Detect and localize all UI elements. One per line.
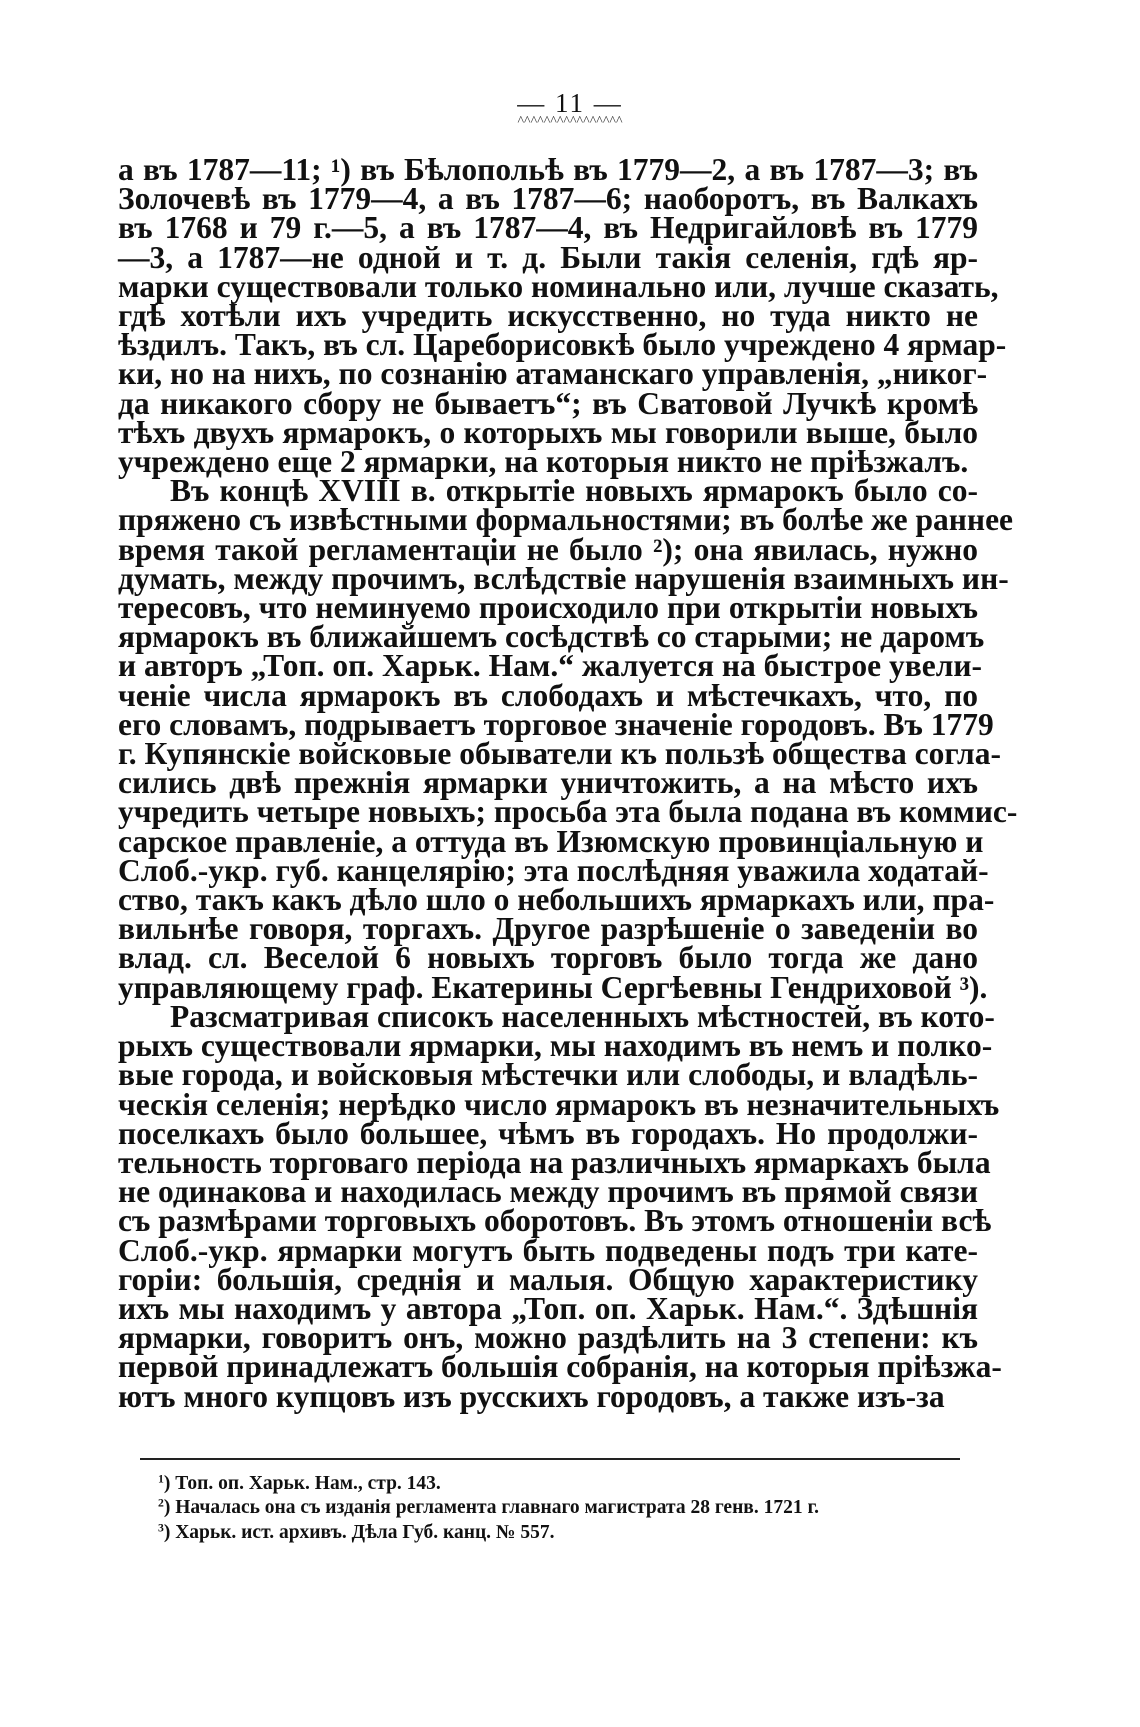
text-line: да никакого сбору не бываетъ“; въ Сватовой Лучкѣ кромѣ xyxy=(118,385,978,421)
text-line: думать, между прочимъ, вслѣдствіе нарушенія взаимныхъ ин- xyxy=(118,560,1009,596)
text-line: ство, такъ какъ дѣло шло о небольшихъ ярмаркахъ или, пра- xyxy=(118,882,995,918)
text-line: тересовъ, что неминуемо происходило при открытіи новыхъ xyxy=(118,590,978,626)
text-line: вые города, и войсковыя мѣстечки или слободы, и владѣль- xyxy=(118,1057,978,1093)
text-line: время такой регламентаціи не было ²); она явилась, нужно xyxy=(118,531,978,567)
page-number: — 11 — xyxy=(517,88,623,118)
footnote xyxy=(158,1496,988,1520)
footnotes xyxy=(158,1472,988,1545)
text-line: учреждено еще 2 ярмарки, на которыя никто не пріѣзжалъ. xyxy=(118,444,969,480)
text-line: Слоб.-укр. губ. канцелярію; эта послѣдняя уважила ходатай- xyxy=(118,852,989,888)
text-line: ярмарки, говоритъ онъ, можно раздѣлить на 3 степени: къ xyxy=(118,1320,978,1356)
text-line: ченіе числа ярмарокъ въ слободахъ и мѣстечкахъ, что, по xyxy=(118,677,978,713)
body-text xyxy=(118,152,1018,1414)
text-line: гдѣ хотѣли ихъ учредить искусственно, но туда никто не xyxy=(118,298,978,334)
text-line: поселкахъ было большее, чѣмъ въ городахъ. Но продолжи- xyxy=(118,1115,978,1151)
footnote-mark: 3 xyxy=(158,1521,164,1535)
text-line: пряжено съ извѣстными формальностями; въ болѣе же раннее xyxy=(118,502,1014,538)
text-line: учредить четыре новыхъ; просьба эта была подана въ коммис- xyxy=(118,794,1018,830)
footnote-mark: 2 xyxy=(158,1496,164,1510)
footnote-mark: 1 xyxy=(158,1472,164,1486)
text-line: Въ концѣ XVIII в. открытіе новыхъ ярмарокъ было со- xyxy=(170,473,978,509)
text-line: сились двѣ прежнія ярмарки уничтожить, а на мѣсто ихъ xyxy=(118,765,978,801)
text-line: влад. сл. Веселой 6 новыхъ торговъ было тогда же дано xyxy=(118,940,978,976)
footnote xyxy=(158,1472,988,1496)
text-line: вильнѣе говоря, торгахъ. Другое разрѣшеніе о заведеніи во xyxy=(118,911,978,947)
text-line: тельность торговаго періода на различныхъ ярмаркахъ была xyxy=(118,1144,991,1180)
text-line: рыхъ существовали ярмарки, мы находимъ въ немъ и полко- xyxy=(118,1028,993,1064)
page-ornament: ^^^^^^^^^^^^^^^^ xyxy=(517,114,623,129)
text-line: марки существовали только номинально или, лучше сказать, xyxy=(118,268,999,304)
text-line: не одинакова и находилась между прочимъ въ прямой связи xyxy=(118,1174,978,1210)
footnote-divider xyxy=(140,1458,960,1460)
text-line: горіи: большія, среднія и малыя. Общую характеристику xyxy=(118,1261,978,1297)
text-line: въ 1768 и 79 г.—5, а въ 1787—4, въ Недригайловѣ въ 1779 xyxy=(118,210,978,246)
text-line: сарское правленіе, а оттуда въ Изюмскую провинціальную и xyxy=(118,823,984,859)
text-line: его словамъ, подрываетъ торговое значеніе городовъ. Въ 1779 xyxy=(118,706,994,742)
text-line: первой принадлежатъ большія собранія, на которыя пріѣзжа- xyxy=(118,1349,1002,1385)
text-line: Золочевѣ въ 1779—4, а въ 1787—6; наоборотъ, въ Валкахъ xyxy=(118,181,978,217)
text-line: управляющему граф. Екатерины Сергѣевны Гендриховой ³). xyxy=(118,969,988,1005)
text-line: Разсматривая списокъ населенныхъ мѣстностей, въ кото- xyxy=(170,998,995,1034)
footnote xyxy=(158,1521,988,1545)
text-line: Слоб.-укр. ярмарки могутъ быть подведены подъ три кате- xyxy=(118,1232,978,1268)
footnote-text: ) Топ. оп. Харьк. Нам., стр. 143. xyxy=(163,1473,441,1494)
text-line: —3, а 1787—не одной и т. д. Были такія селенія, гдѣ яр- xyxy=(118,239,978,275)
text-line: съ размѣрами торговыхъ оборотовъ. Въ этомъ отношеніи всѣ xyxy=(118,1203,992,1239)
text-line: ческія селенія; нерѣдко число ярмарокъ въ незначительныхъ xyxy=(118,1086,1000,1122)
text-line: ярмарокъ въ ближайшемъ сосѣдствѣ со старыми; не даромъ xyxy=(118,619,985,655)
text-line: ки, но на нихъ, по сознанію атаманскаго управленія, „никог- xyxy=(118,356,988,392)
text-line: ихъ мы находимъ у автора „Топ. оп. Харьк. Нам.“. Здѣшнія xyxy=(118,1290,978,1326)
text-line: ютъ много купцовъ изъ русскихъ городовъ, а также изъ-за xyxy=(118,1378,945,1414)
text-line: и авторъ „Топ. оп. Харьк. Нам.“ жалуется на быстрое увели- xyxy=(118,648,983,684)
footnote-text: ) Началась она съ изданія регламента главнаго магистрата 28 генв. 1721 г. xyxy=(163,1497,819,1519)
text-line: ѣздилъ. Такъ, въ сл. Царeборисовкѣ было учреждено 4 ярмар- xyxy=(118,327,1007,363)
text-line: а въ 1787—11; ¹) въ Бѣлопольѣ въ 1779—2, а въ 1787—3; въ xyxy=(118,152,978,187)
text-line: тѣхъ двухъ ярмарокъ, о которыхъ мы говорили выше, было xyxy=(118,414,978,450)
footnote-text: ) Харьк. ист. архивъ. Дѣла Губ. канц. № 557. xyxy=(163,1521,555,1543)
text-line: г. Купянскіе войсковые обыватели къ пользѣ общества согла- xyxy=(118,736,1001,772)
